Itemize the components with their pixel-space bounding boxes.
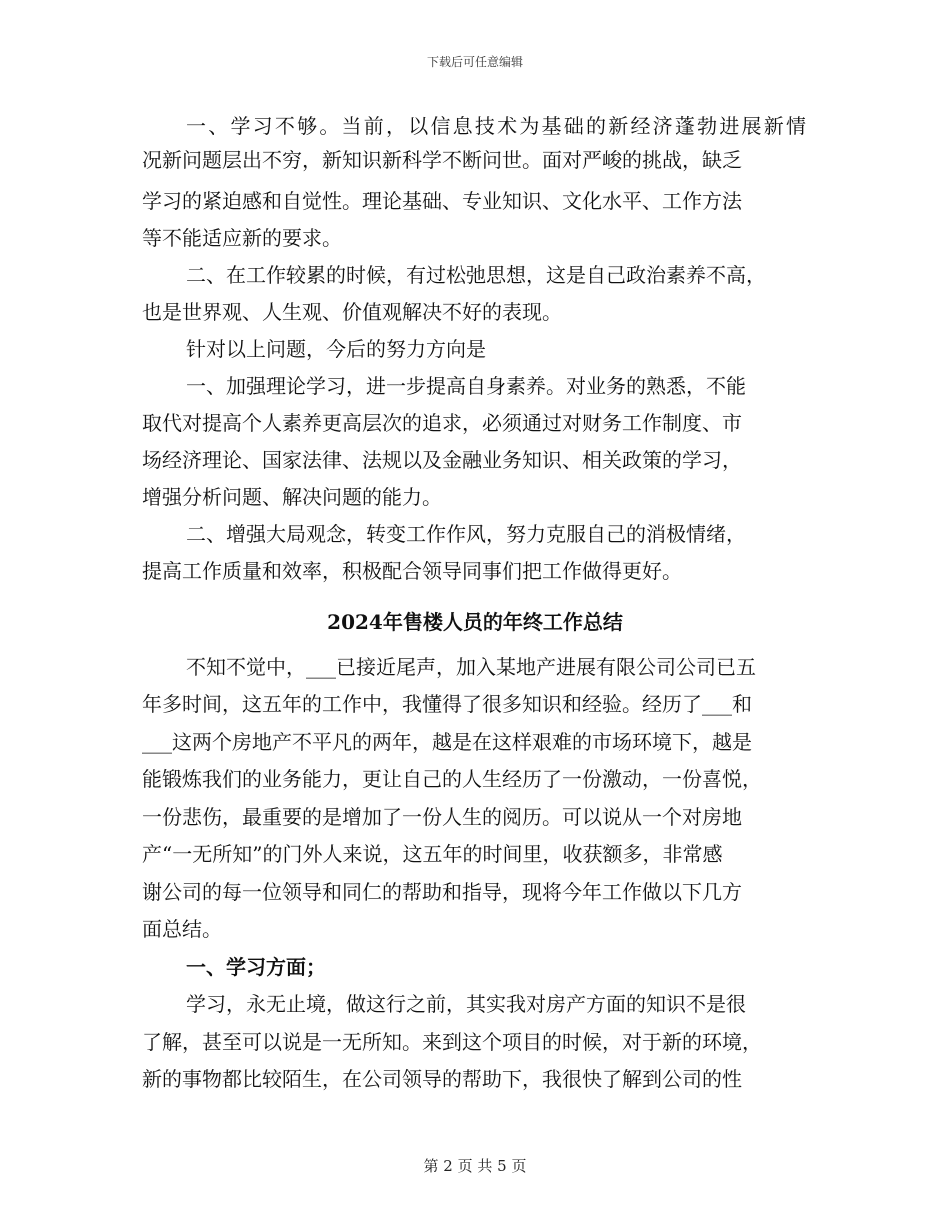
body-line: 针对以上问题，今后的努力方向是 [186, 337, 486, 361]
body-line: 二、在工作较累的时候，有过松弛思想，这是自己政治素养不高， [186, 263, 766, 287]
body-line: 学习，永无止境，做这行之前，其实我对房产方面的知识不是很 [186, 992, 746, 1016]
section-title: 2024年售楼人员的年终工作总结 [327, 610, 623, 634]
body-line: 取代对提高个人素养更高层次的追求，必须通过对财务工作制度、市 [142, 411, 742, 435]
body-line: 面总结。 [142, 917, 222, 941]
body-line: 一、加强理论学习，进一步提高自身素养。对业务的熟悉，不能 [186, 374, 746, 398]
body-line: 二、增强大局观念，转变工作作风，努力克服自己的消极情绪， [186, 522, 746, 546]
body-line: ___这两个房地产不平凡的两年，越是在这样艰难的市场环境下，越是 [142, 730, 752, 754]
page-header: 下载后可任意编辑 [426, 55, 523, 69]
body-line: 了解，甚至可以说是一无所知。来到这个项目的时候，对于新的环境， [142, 1030, 762, 1054]
body-line: 产“一无所知”的门外人来说，这五年的时间里，收获额多，非常感 [142, 842, 723, 866]
body-line: 增强分析问题、解决问题的能力。 [142, 485, 442, 509]
body-line: 年多时间，这五年的工作中，我懂得了很多知识和经验。经历了___和 [142, 692, 752, 716]
body-line: 况新问题层出不穷，新知识新科学不断问世。面对严峻的挑战，缺乏 [142, 148, 742, 172]
body-line: 新的事物都比较陌生，在公司领导的帮助下，我很快了解到公司的性 [142, 1067, 742, 1091]
body-line: 场经济理论、国家法律、法规以及金融业务知识、相关政策的学习， [142, 448, 742, 472]
body-line: 等不能适应新的要求。 [142, 226, 342, 250]
body-line: 不知不觉中，___已接近尾声，加入某地产进展有限公司公司已五 [186, 655, 756, 679]
body-line: 提高工作质量和效率，积极配合领导同事们把工作做得更好。 [142, 559, 682, 583]
body-line: 能锻炼我们的业务能力，更让自己的人生经历了一份激动，一份喜悦， [142, 767, 762, 791]
body-line: 谢公司的每一位领导和同仁的帮助和指导，现将今年工作做以下几方 [142, 880, 742, 904]
subheading: 一、学习方面； [186, 955, 326, 979]
body-line: 一、学习不够。当前，以信息技术为基础的新经济蓬勃进展新情 [186, 114, 806, 138]
body-line: 学习的紧迫感和自觉性。理论基础、专业知识、文化水平、工作方法 [142, 189, 742, 213]
page-footer: 第 2 页 共 5 页 [423, 1157, 527, 1175]
body-line: 一份悲伤，最重要的是增加了一份人生的阅历。可以说从一个对房地 [142, 805, 742, 829]
body-line: 也是世界观、人生观、价值观解决不好的表现。 [142, 300, 562, 324]
